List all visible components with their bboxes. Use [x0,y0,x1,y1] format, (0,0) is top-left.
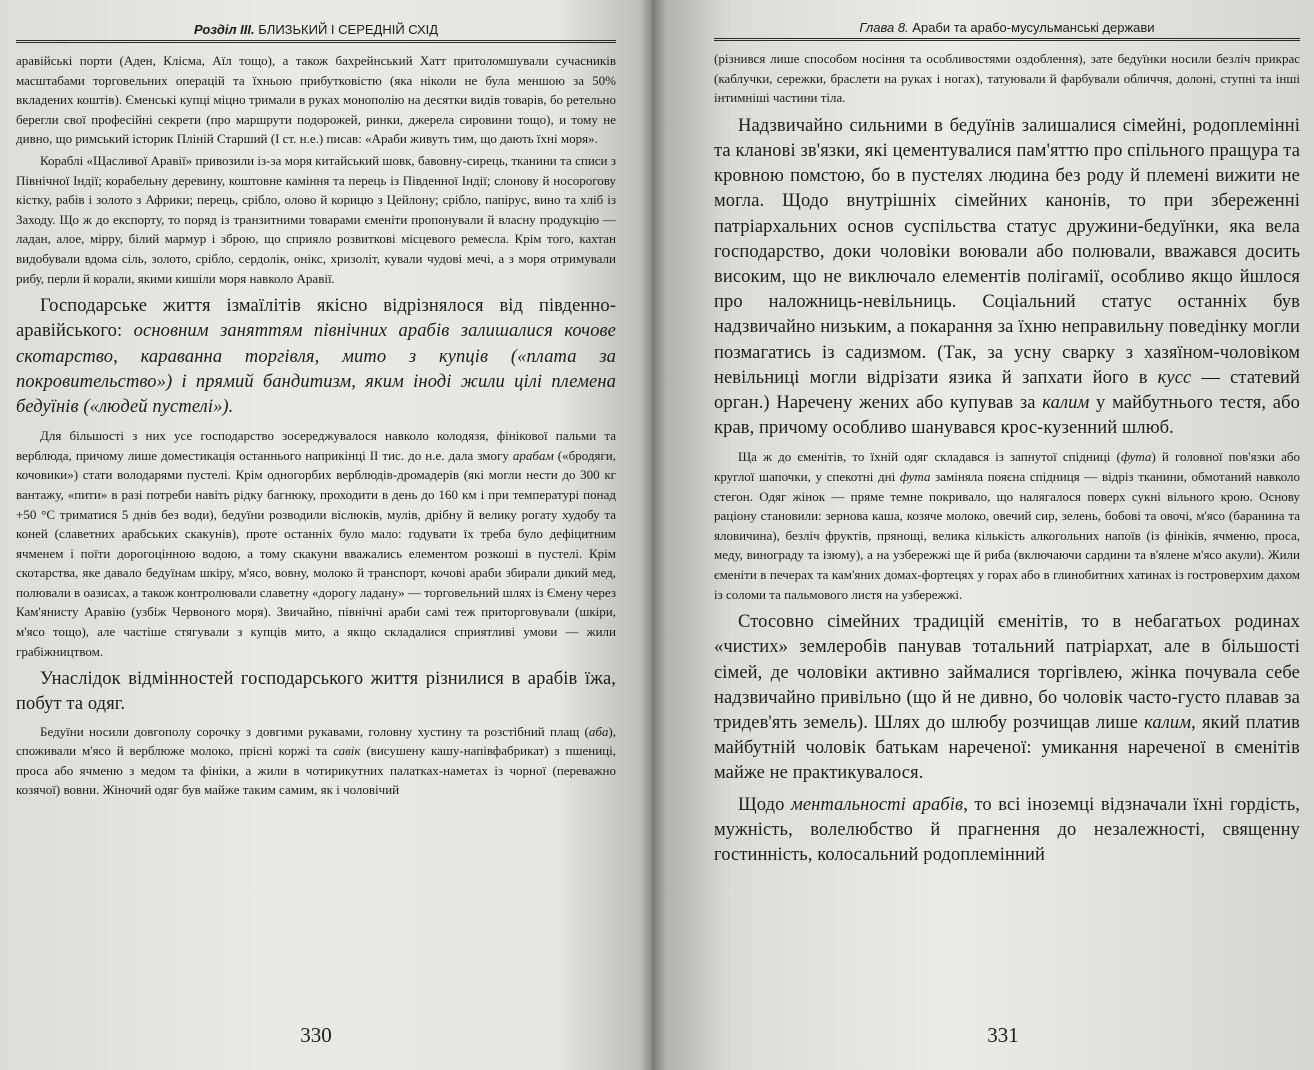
text-run: Надзвичайно сильними в бедуїнів залишалися сімейні, родоплемінні та кланові зв'язки, які цементувалися пам'яттю про спільного пращура та кровною помстою, бо в пустелях людина без роду й племені вижити не могла. Щодо внутрішніх сімейних канонів, то при збереженні патріархальних основ суспільства статус дружини-бедуїнки, яка вела господарство, доки чоловіки воювали або полювали, вважався досить високим, що не виключало елементів полігамії, особливо якщо йшлося про наложниць-невільниць. Соціальний статус останніх був надзвичайно низьким, а покарання за їхню неправильну поведінку могли позмагатись із садизмом. (Так, за усну сварку з хазяїном-чоловіком невільниці могли відрізати язика й запхати його в [714,115,1300,388]
paragraph: (різнився лише способом носіння та особливостями оздоблення), зате бедуїнки носили безліч прикрас (каблучки, сережки, браслети на руках і ногах), татуювали й фарбували обличчя, долоні, ступні та інші інтимніші частини тіла. [714,51,1300,106]
text-run: у майбутнього тестя, або крав, причому особливо шанувався крос-кузенний шлюб. [714,393,1300,439]
text-run: Стосовно сімейних традицій єменітів, то в небагатьох родинах «чистих» землеробів панував тотальний патріархат, але в більшості сімей, де чоловіки активно займалися торгівлею, жінка почувала себе надзвичайно привільно (що й не дивно, бо чоловік часто-густо плавав за тридев'ять земель). Шлях до шлюбу розчищав лише [714,612,1300,733]
text-run: — статевий орган.) Наречену жених або купував за [714,367,1300,414]
text-run: ), споживали м'ясо й верблюже молоко, прісні коржі та [16,723,616,759]
left-page [0,0,652,1070]
paragraph [16,722,616,800]
paragraph-large [714,114,1300,442]
paragraph-large: Унаслідок відмінностей господарського життя різнилися в арабів їжа, побут та одяг. [16,669,616,715]
paragraph-large [16,294,616,420]
paragraph: аравійські порти (Аден, Клісма, Аїл тощо), а також бахрейнський Хатт притоломшували сучасників масштабами торговельних операцій та їхньою прибутковістю (яка ніколи не була меншою за 50% вкладених коштів). Єменські купці міцно тримали в руках монополію на десятки видів товарів, бо ретельно берегли свої професійні секрети (про маршрути подорожей, ринки, джерела сировини тощо), и тому не дивно, що римський історик Пліній Старший (І ст. н.е.) писав: «Араби живуть тим, що дають їхні моря». [16,53,616,147]
text-run: Господарське життя ізмаїлітів якісно відрізнялося від південно-аравійського: [16,296,616,342]
emphasis: основним заняттям північних арабів залишалися кочове скотарство, караванна торгівля, мито з купців («плата за покровительство») і прямий бандитизм, яким іноді жили цілі племена бедуїнів («людей пустелі»). [16,321,616,417]
text-run: заміняла пояєна спідниця — відріз тканини, обмотаний навколо стегон. Одяг жінок — пряме темне покривало, що налягалося поверх сукні вільного крою. Основу раціону становили: зернова каша, козяче молоко, овечий сир, зелень, бобові та овочі, м'ясо (баранина та яловичина), безліч фруктів, прянощі, велика кількість алкогольних напоїв (із фініків, ячменю, проса, меду, винограду та ізюму), а на узбережжі ще й риба (включаючи сардини та в'ялене м'ясо акули). Жили єменіти в печерах та кам'яних домах-фортецях у горах або в глинобитних хатинах із гостроверхим дахом із соломи та пальмового листя на узбережжі. [714,469,1301,602]
paragraph: Кораблі «Щасливої Аравії» привозили із-за моря китайський шовк, бавовну-сирець, тканини та списи з Північної Індії; корабельну деревину, коштовне каміння та перець із Південної Індії; слонову й носорогову кістку, рабів і золото з Африки; перець, срібло, олово й корицю з Цейлону; срібло, папірус, вино та хліб із Заходу. Що ж до експорту, то поряд із транзитними товарами єменіти пропонували й власну продукцію — ладан, алое, мірру, білий мармур і зброю, що сприяло розвиткові місцевого ремесла. Крім того, кахтан видобували вдома сіль, золото, срібло, сердолік, онікс, хризоліт, кували чудові мечі, а з моря отримували рибу, перли й корали, якими кишіли моря навколо Аравії. [16,152,616,286]
emphasis: фута [1120,449,1152,465]
text-run: Бедуїни носили довгополу сорочку з довгими рукавами, головну хустину та розстібний плащ ( [40,723,589,739]
running-head-right [714,20,1300,41]
running-head-left [16,22,616,43]
book-gutter [640,0,666,1070]
emphasis: калим [1144,712,1192,733]
text-run: , то всі іноземці відзначали їхні гордість, мужність, волелюбство й прагнення до незалежності, священну гостинність, колосальний родоплемінний [714,794,1301,865]
emphasis: ментальності арабів [790,794,964,815]
emphasis: калим [1042,393,1090,414]
running-head-section: Глава 8. [859,20,909,35]
emphasis: фута [899,469,931,485]
emphasis: кусс [1157,367,1192,388]
running-head-title: Араби та арабо-мусульманські держави [912,20,1155,35]
running-head-title: БЛИЗЬКИЙ І СЕРЕДНІЙ СХІД [258,22,439,37]
text-run: Для більшості з них усе господарство зосереджувалося навколо колодязя, фінікової пальми та верблюда, причому лише доместикація останнього наприкінці ІІ тис. до н.е. дала змогу [16,428,616,463]
text-run: Щодо [738,794,791,815]
text-run: Ща ж до єменітів, то їхній одяг складався із запнутої спідниці ( [738,449,1121,465]
page-number-right: 331 [987,1023,1019,1047]
running-head-section: Розділ III. [193,22,255,37]
text-run: , який платив майбутній чоловік батькам нареченої: умикання нареченої в єменітів майже не практикувалося. [714,712,1301,784]
paragraph-large [714,793,1300,869]
paragraph [714,447,1300,604]
emphasis: савік [333,743,361,759]
emphasis: арабам [512,447,554,463]
paragraph-large [714,610,1300,786]
text-run: (висушену кашу-напівфабрикат) з пшениці, проса або ячменю з медом та фініки, а жили в чотирикутних палатках-наметах із чорної (переважно козячої) вовни. Жіночий одяг був майже таким самим, як і чоловічий [16,743,616,798]
page-number-left: 330 [300,1023,332,1047]
text-run: («бродяги, кочовики») стати володарями пустелі. Крім одногорбих верблюдів-дромадерів (які могли нести до 300 кг вантажу, «пити» в разі потреби навіть рідку багнюку, проходити в день до 160 км і при температурі понад +50 °С триматися 5 днів без води), бедуїни розводили віслюків, мулів, дрібну й велику рогату худобу та коней (славетних арабських скакунів), проте останніх було мало: годувати їх треба було дефіцитним ячменем і поїти дорогоцінною водою, а тому скакуни вважались елементом розкоші в пустелі. Крім скотарства, яке давало бедуїнам шкіру, м'ясо, вовну, молоко й транспорт, кочові араби збирали дикий мед, полювали в оазисах, а також контролювали славетну «дорогу ладану» — торговельний шлях із Ємену через Кам'янисту Аравію (узбіж Червоного моря). Звичайно, північні араби самі теж приторговували (шкіри, м'ясо тощо), але частіше стягували з купців мито, а якщо складалися сприятливі умови — жили грабіжництвом. [16,447,616,659]
emphasis: аба [588,723,609,739]
right-page [652,0,1314,1070]
text-run: ) й головної пов'язки або круглої шапочки, у спекотні дні [714,449,1301,485]
paragraph [16,426,616,661]
